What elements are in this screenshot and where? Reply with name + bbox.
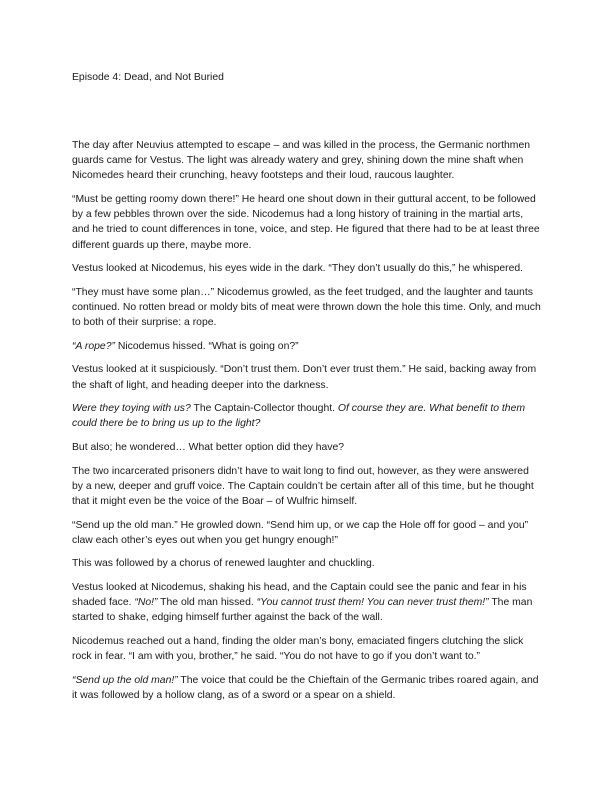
italic-text-run: “You cannot trust them! You can never trust them!” <box>256 597 489 609</box>
text-run: “They must have some plan…” Nicodemus growled, as the feet trudged, and the laughter and taunts continued. No rotten bread or moldy bits of meat were thrown down the hole this time. Only, and much to both of their surprise: a rope. <box>72 286 541 329</box>
italic-text-run: “Send up the old man!” <box>72 674 178 686</box>
body-paragraph <box>72 192 542 253</box>
text-run: The voice that could be the Chieftain of the Germanic tribes roared again, and it was followed by a hollow clang, as of a sword or a spear on a shield. <box>72 674 539 701</box>
body-paragraph <box>72 580 542 626</box>
text-run: The Captain-Collector thought. <box>190 403 338 415</box>
text-run: Nicodemus hissed. “What is going on?” <box>114 340 299 352</box>
text-run: “Must be getting roomy down there!” He heard one shout down in their guttural accent, to be followed by a few pebbles thrown over the side. Nicodemus had a long history of training in the martial arts, and he tried to count differences in tone, voice, and step. He figured that there had to be at least three different guards up there, maybe more. <box>72 194 540 251</box>
text-run: The two incarcerated prisoners didn’t have to wait long to find out, however, as they were answered by a new, deeper and gruff voice. The Captain couldn’t be certain after all of this time, but he thought that it might even be the voice of the Boar – of Wulfric himself. <box>72 465 534 507</box>
body-paragraph <box>72 634 542 664</box>
text-run: “Send up the old man.” He growled down. “Send him up, or we cap the Hole off for good – and you” claw each other’s eyes out when you get hungry enough!” <box>72 519 529 546</box>
italic-text-run: “A rope?” <box>72 340 115 352</box>
body-paragraph <box>72 261 542 276</box>
text-run: Vestus looked at Nicodemus, shaking his head, and the Captain could see the panic and fear in his shaded face. <box>72 581 527 609</box>
body-paragraph <box>72 518 542 548</box>
document-body <box>72 138 542 703</box>
text-run: The day after Neuvius attempted to escape – and was killed in the process, the Germanic northmen guards came for Vestus. The light was already watery and grey, shining down the mine shaft when Nicomedes heard their crunching, heavy footsteps and their loud, raucous laughter. <box>72 140 531 182</box>
body-paragraph <box>72 138 542 184</box>
text-run: Vestus looked at Nicodemus, his eyes wide in the dark. “They don’t usually do this,” he whispered. <box>72 263 524 275</box>
document-page <box>72 70 542 712</box>
italic-text-run: “No!” <box>134 597 158 609</box>
text-run: The old man hissed. <box>157 597 257 609</box>
italic-text-run: Were they toying with us? <box>72 403 191 415</box>
episode-title: Episode 4: Dead, and Not Buried <box>72 72 224 83</box>
body-paragraph <box>72 556 542 571</box>
body-paragraph <box>72 285 542 331</box>
body-paragraph <box>72 673 542 703</box>
body-paragraph <box>72 339 542 354</box>
body-paragraph <box>72 401 542 431</box>
text-run: Nicodemus reached out a hand, finding the older man’s bony, emaciated fingers clutching the slick rock in fear. “I am with you, brother,” he said. “You do not have to go if you don’t want to.” <box>72 635 524 663</box>
text-run: But also; he wondered… What better option did they have? <box>72 441 345 453</box>
italic-text-run: Of course they are. What benefit to them could there be to bring us up to the light? <box>72 403 526 430</box>
body-paragraph <box>72 440 542 455</box>
body-paragraph <box>72 362 542 392</box>
text-run: This was followed by a chorus of renewed laughter and chuckling. <box>72 558 375 570</box>
text-run: Vestus looked at it suspiciously. “Don’t trust them. Don’t ever trust them.” He said, backing away from the shaft of light, and heading deeper into the darkness. <box>72 364 537 391</box>
text-run: The man started to shake, edging himself further against the back of the wall. <box>72 597 533 624</box>
body-paragraph <box>72 464 542 510</box>
